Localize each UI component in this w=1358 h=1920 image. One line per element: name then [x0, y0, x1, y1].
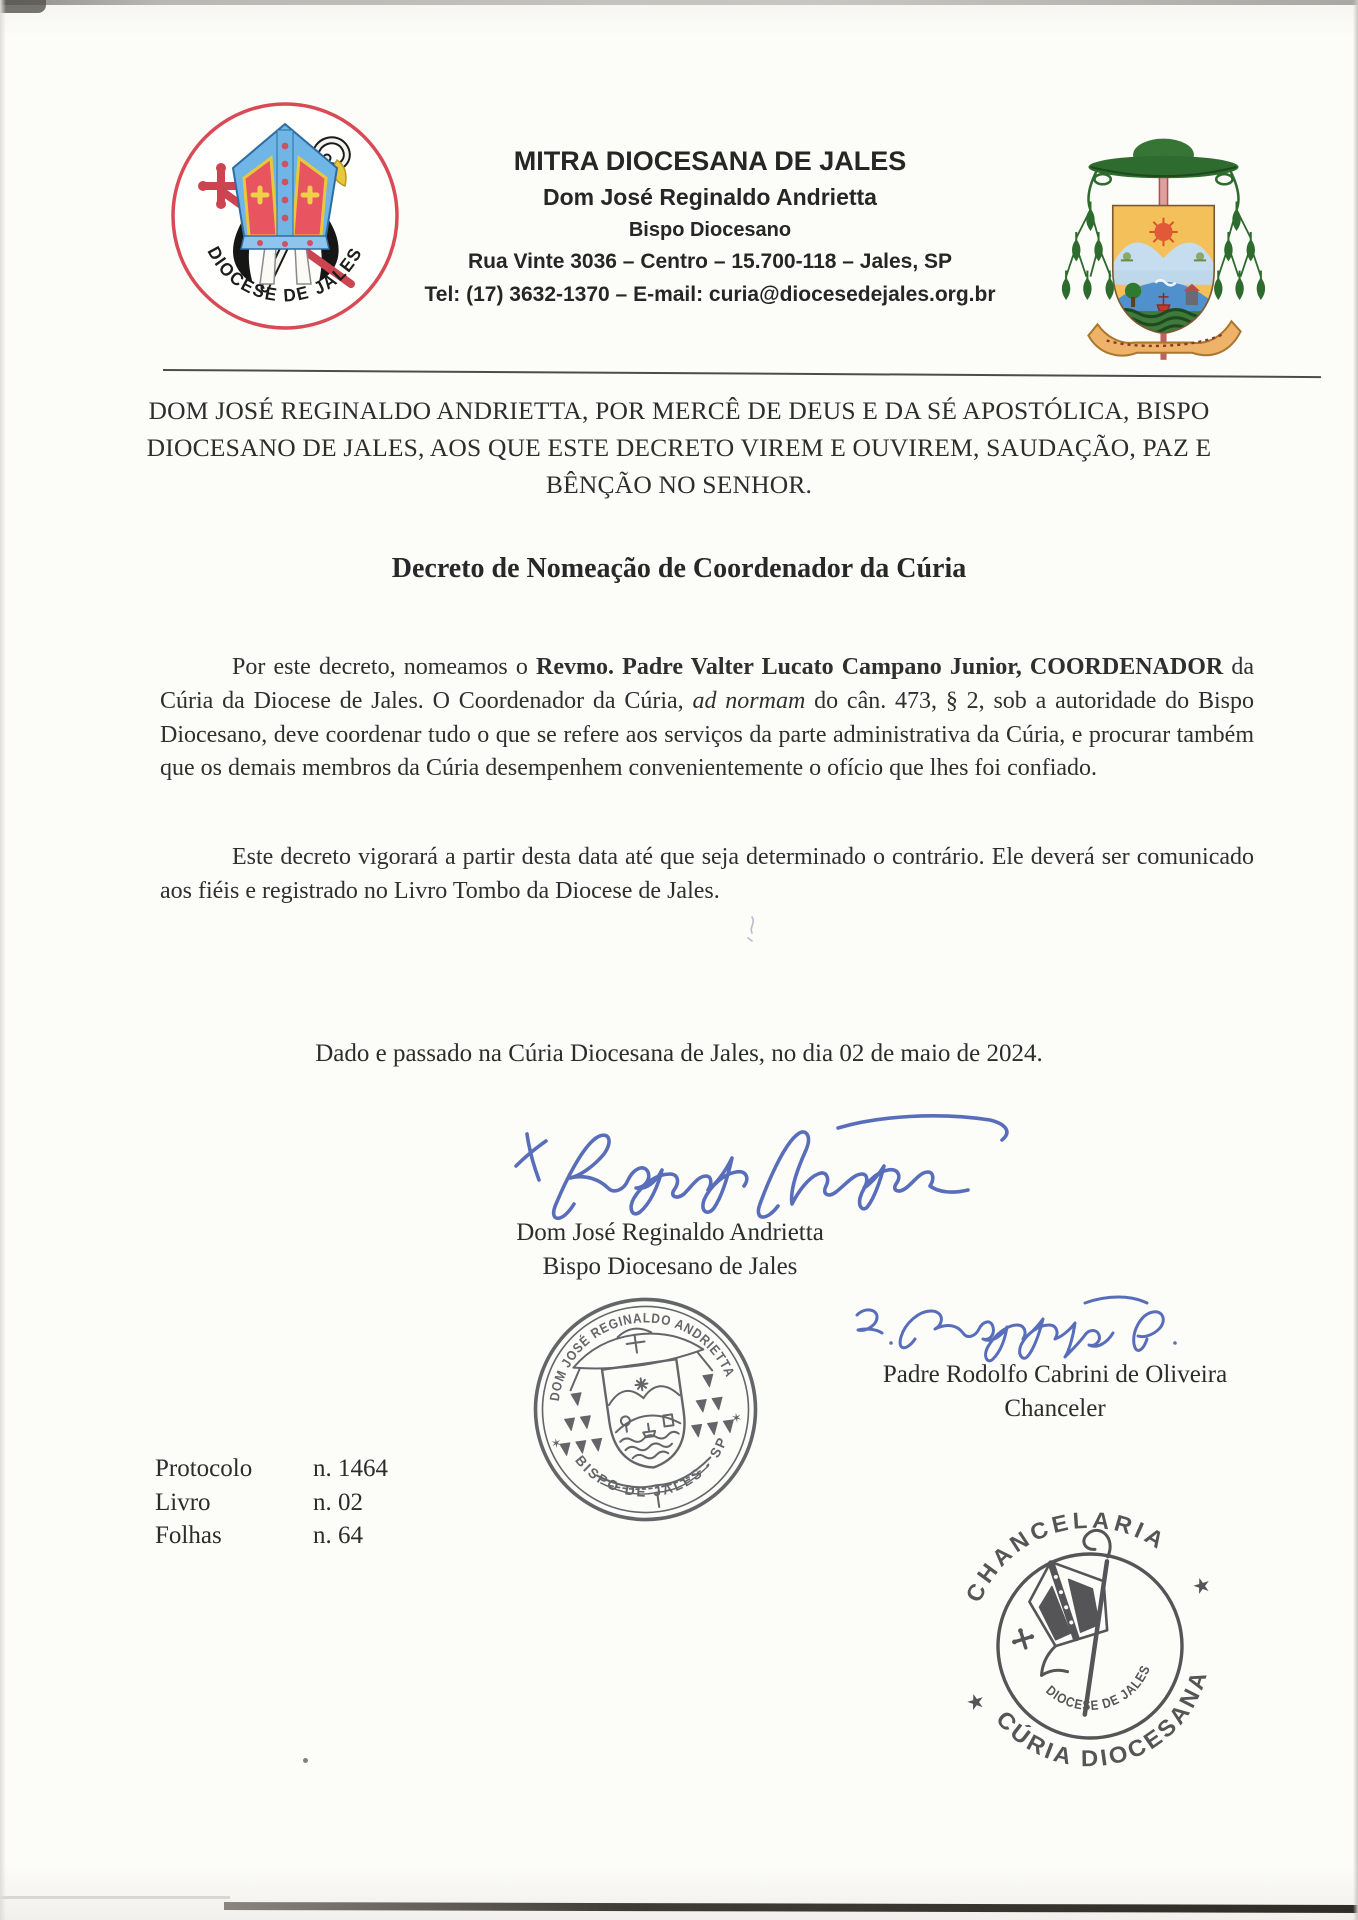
- decree-title: Decreto de Nomeação de Coordenador da Cúria: [391, 553, 967, 584]
- p1-appointee-bold: Revmo. Padre Valter Lucato Campano Junior, COORDENADOR: [536, 654, 1224, 680]
- chancellor-signature: [835, 1293, 1285, 1368]
- protocol-label: Folhas: [155, 1522, 222, 1549]
- bishop-signature: [478, 1086, 1058, 1236]
- logo-caption: DIOCESE DE JALES: [203, 242, 367, 306]
- protocol-row: [155, 1452, 388, 1486]
- decree-paragraph-1: [160, 651, 1254, 786]
- protocol-value: n. 1464: [313, 1455, 388, 1482]
- chancellor-typed-name: Padre Rodolfo Cabrini de Oliveira: [882, 1361, 1228, 1388]
- p1-text3: do cân. 473, § 2, sob a autoridade do Bispo Diocesano, deve coordenar tudo o que se refere aos serviços da parte administrativa da Cúria, e procurar também que os demais membros da Cúria desempenhem convenientemente o ofício que lhes foi confiado.: [160, 687, 1254, 782]
- bishop-signature-block: [170, 1216, 1170, 1284]
- scan-artifact-top-edge: [0, 0, 1358, 5]
- seal-top-text: DOM JOSÉ REGINALDO ANDRIETTA: [546, 1310, 739, 1402]
- date-place-line: Dado e passado na Cúria Diocesana de Jales, no dia 02 de maio de 2024.: [315, 1040, 1043, 1067]
- protocol-label: Protocolo: [155, 1455, 253, 1482]
- chancelaria-bottom-text: CÚRIA DIOCESANA: [991, 1666, 1213, 1772]
- chancelaria-top-text: CHANCELARIA: [960, 1506, 1172, 1606]
- header-divider: [163, 369, 1321, 378]
- seal-bottom-text: BISPO DE JALES - SP: [572, 1432, 731, 1500]
- protocol-value: n. 02: [313, 1488, 363, 1516]
- p1-text2: da Cúria da Diocese de Jales. O Coordenador da Cúria,: [160, 654, 1255, 714]
- bishop-typed-role: Bispo Diocesano de Jales: [542, 1253, 798, 1280]
- stamp-star-left: ★: [963, 1687, 989, 1717]
- svg-text:DIOCESE DE JALES: [1041, 1653, 1161, 1727]
- decree-paragraph-2: Este decreto vigorará a partir desta data até que seja determinado o contrário. Ele deverá ser comunicado aos fiéis e registrado no Livro Tombo da Diocese de Jales.: [160, 844, 1254, 904]
- protocol-block: [155, 1452, 388, 1553]
- svg-text:CÚRIA DIOCESANA: [988, 1646, 1231, 1800]
- protocol-row: [155, 1519, 388, 1553]
- protocol-value: n. 64: [313, 1522, 363, 1549]
- scan-speck: [303, 1758, 308, 1763]
- bishop-coat-of-arms: [1060, 104, 1268, 364]
- scan-artifact-bottom-edge: [224, 1902, 1358, 1913]
- letterhead: [360, 142, 1060, 311]
- seal-star-right: ✶: [730, 1409, 743, 1427]
- salutation-paragraph: DOM JOSÉ REGINALDO ANDRIETTA, POR MERCÊ DE DEUS E DA SÉ APOSTÓLICA, BISPO DIOCESANO DE JALES, AOS QUE ESTE DECRETO VIREM E OUVIREM, SAUDAÇÃO, PAZ E BÊNÇÃO NO SENHOR.: [146, 396, 1212, 499]
- scan-artifact-bottom-faint: [0, 1896, 230, 1899]
- seal-star-left: ✶: [549, 1435, 563, 1452]
- scan-artifact-right-edge: [1353, 0, 1358, 1920]
- p1-text: Por este decreto, nomeamos o: [232, 654, 537, 680]
- bishop-seal-stamp: [528, 1292, 763, 1527]
- chancellor-block: [820, 1358, 1290, 1426]
- contact-line: Tel: (17) 3632-1370 – E-mail: curia@diocesedejales.org.br: [424, 283, 996, 306]
- address-line: Rua Vinte 3036 – Centro – 15.700-118 – Jales, SP: [467, 250, 953, 273]
- chancelaria-stamp: [925, 1478, 1255, 1808]
- bishop-title: Bispo Diocesano: [628, 219, 792, 241]
- scan-artifact-left-edge: [0, 0, 6, 1920]
- scan-artifact-corner: [0, 0, 46, 13]
- stamp-star-right: ★: [1189, 1571, 1215, 1600]
- organization-name: MITRA DIOCESANA DE JALES: [513, 146, 907, 176]
- bishop-name: Dom José Reginaldo Andrietta: [543, 184, 877, 210]
- chancellor-typed-role: Chanceler: [1004, 1395, 1106, 1422]
- chancelaria-inner-text: DIOCESE DE JALES: [1043, 1661, 1154, 1714]
- protocol-row: [155, 1486, 388, 1520]
- bishop-typed-name: Dom José Reginaldo Andrietta: [516, 1219, 824, 1246]
- ink-speck: [745, 915, 761, 945]
- protocol-label: Livro: [155, 1488, 211, 1516]
- p1-latin-italic: ad normam: [692, 687, 806, 714]
